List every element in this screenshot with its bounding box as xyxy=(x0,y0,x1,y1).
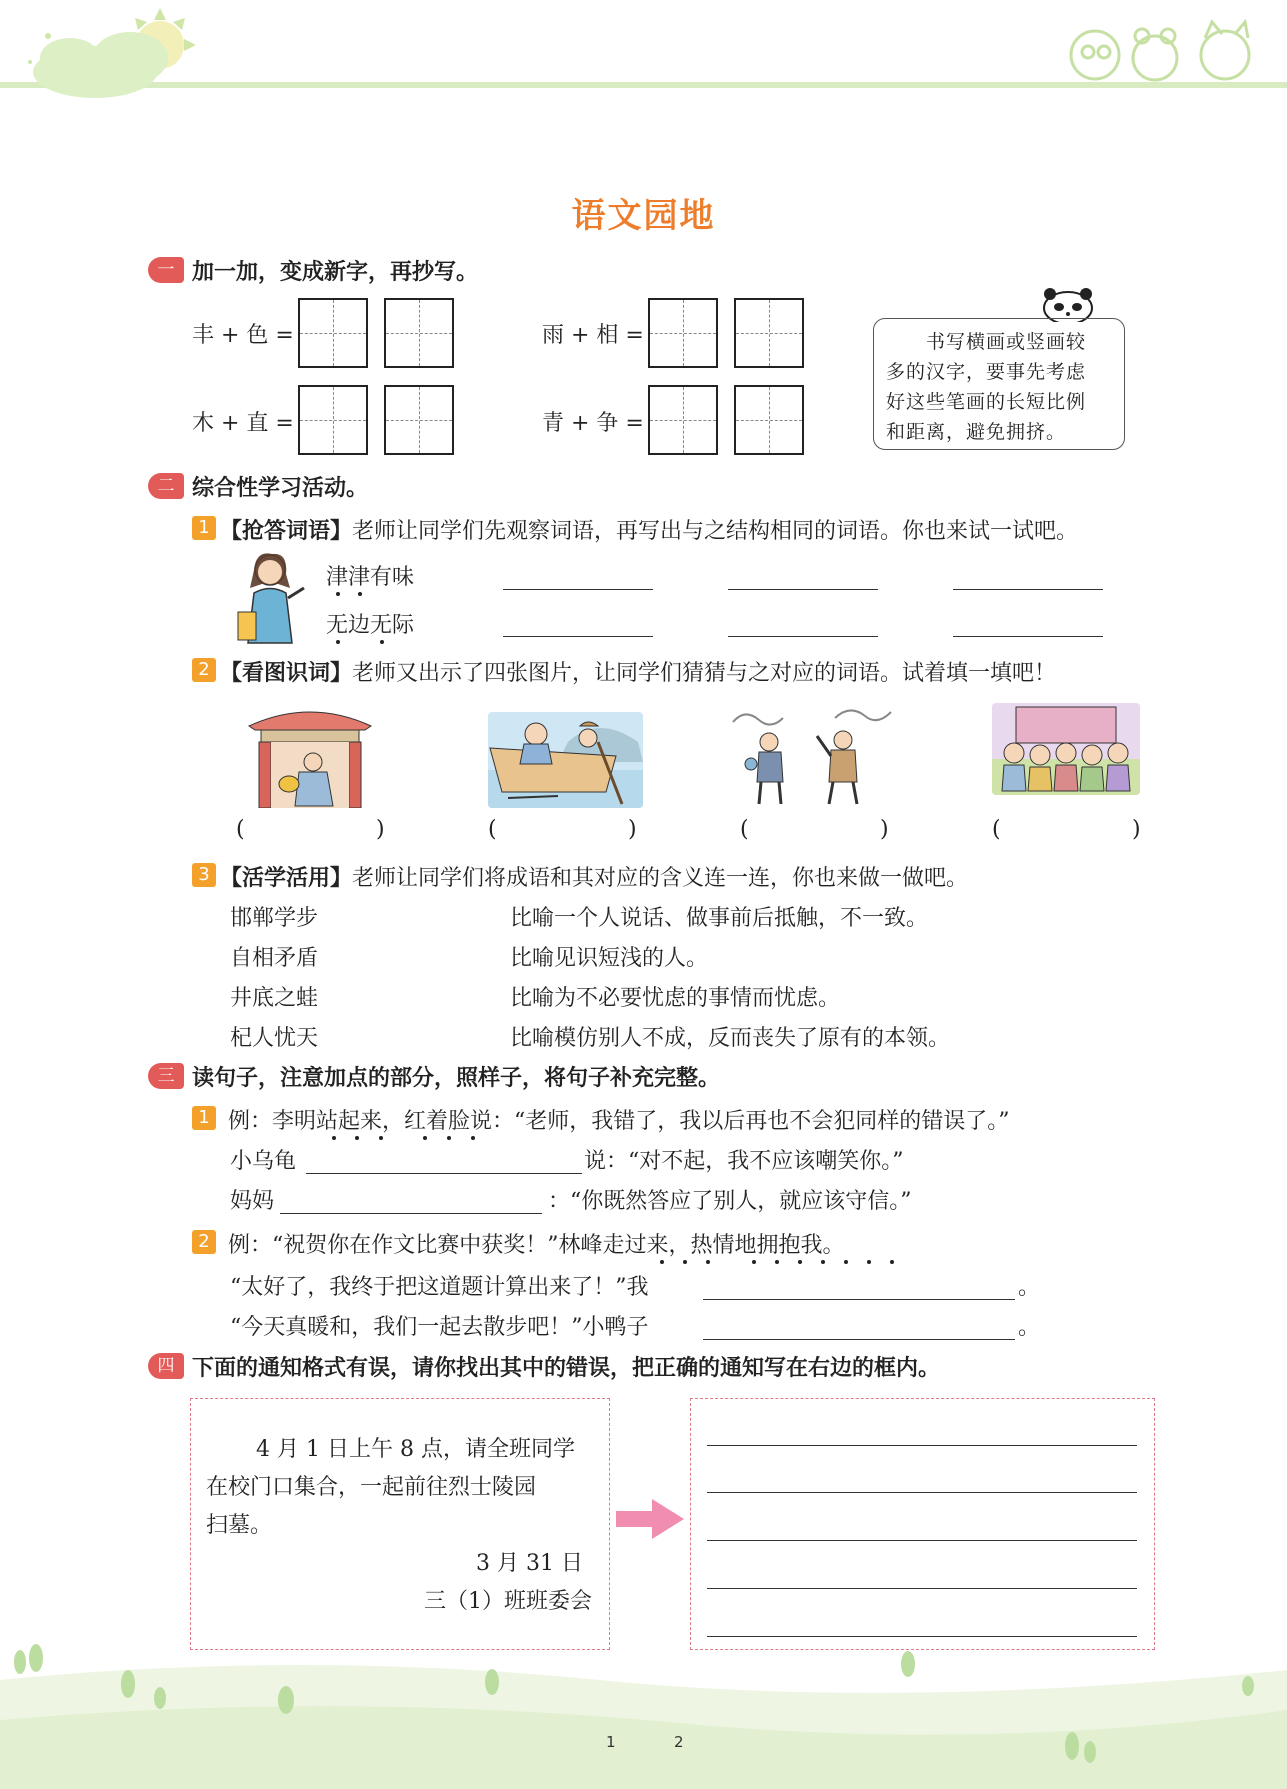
paren-close: ) xyxy=(628,817,637,842)
writing-line[interactable] xyxy=(707,1445,1137,1446)
section-4-badge: 四 xyxy=(148,1353,184,1379)
tip-line: 多的汉字，要事先考虑 xyxy=(886,361,1087,383)
answer-blank[interactable] xyxy=(306,1172,582,1174)
section-1-instruction: 加一加，变成新字，再抄写。 xyxy=(192,260,479,285)
writing-line[interactable] xyxy=(707,1540,1137,1541)
task-desc: 老师让同学们先观察词语，再写出与之结构相同的词语。你也来试一试吧。 xyxy=(352,519,1079,544)
writing-grid[interactable] xyxy=(734,385,804,455)
writing-grid[interactable] xyxy=(298,298,368,368)
writing-line[interactable] xyxy=(707,1588,1137,1589)
answer-blank[interactable] xyxy=(504,846,624,848)
paren-open: ( xyxy=(740,817,749,842)
task-desc: 老师让同学们将成语和其对应的含义连一连，你也来做一做吧。 xyxy=(352,866,969,891)
sentence-end-mark: 。 xyxy=(1018,1315,1041,1340)
meaning-item[interactable]: 比喻见识短浅的人。 xyxy=(510,946,709,971)
notice-date: 3 月 31 日 xyxy=(476,1551,583,1576)
idiom-item[interactable]: 自相矛盾 xyxy=(230,946,319,971)
header-decoration xyxy=(0,0,1287,100)
emphasis-dot xyxy=(683,1260,687,1264)
answer-blank[interactable] xyxy=(953,588,1103,590)
notice-line: 在校门口集合，一起前往烈士陵园 xyxy=(206,1475,537,1500)
picture-audience xyxy=(992,703,1140,795)
task-2-3-text xyxy=(220,861,968,892)
emphasis-dot xyxy=(660,1260,664,1264)
page-number-right: 2 xyxy=(674,1733,684,1751)
footer-landscape xyxy=(0,1640,1287,1789)
answer-blank[interactable] xyxy=(280,1212,542,1214)
writing-grid[interactable] xyxy=(648,298,718,368)
paren-close: ) xyxy=(376,817,385,842)
emphasis-dot xyxy=(332,1136,336,1140)
emphasis-dot xyxy=(379,1136,383,1140)
idiom-item[interactable]: 井底之蛙 xyxy=(230,986,319,1011)
writing-grid[interactable] xyxy=(734,298,804,368)
emphasis-dot xyxy=(706,1260,710,1264)
sentence-start: 妈妈 xyxy=(230,1189,275,1214)
picture-boat xyxy=(488,712,643,808)
answer-blank[interactable] xyxy=(1008,846,1128,848)
answer-blank[interactable] xyxy=(252,846,372,848)
task-number: 3 xyxy=(192,863,216,887)
emphasis-dot xyxy=(821,1260,825,1264)
arrow-right-icon xyxy=(616,1497,686,1541)
teacher-illustration xyxy=(232,548,308,648)
page-number-left: 1 xyxy=(606,1733,616,1751)
tip-line: 书写横画或竖画较 xyxy=(926,331,1087,353)
section-1-badge: 一 xyxy=(148,257,184,283)
writing-grid[interactable] xyxy=(648,385,718,455)
animal-faces-icon xyxy=(1071,22,1249,80)
sentence-start: “今天真暖和，我们一起去散步吧！”小鸭子 xyxy=(230,1315,649,1340)
sentence-start: “太好了，我终于把这道题计算出来了！”我 xyxy=(230,1275,649,1300)
page-title: 语文园地 xyxy=(571,196,716,236)
answer-blank[interactable] xyxy=(728,635,878,637)
task-tag: 【抢答词语】 xyxy=(220,519,353,544)
word-1: 津津有味 xyxy=(326,565,415,590)
emphasis-dot xyxy=(890,1260,894,1264)
task-tag: 【看图识词】 xyxy=(220,661,353,686)
formula-1: 丰 + 色 = xyxy=(192,323,294,348)
writing-tip-box xyxy=(873,318,1125,450)
meaning-item[interactable]: 比喻模仿别人不成，反而丧失了原有的本领。 xyxy=(510,1026,951,1051)
picture-pavilion xyxy=(245,700,375,808)
tip-line: 好这些笔画的长短比例 xyxy=(886,391,1087,413)
idiom-item[interactable]: 杞人忧天 xyxy=(230,1026,319,1051)
tip-line: 和距离，避免拥挤。 xyxy=(886,421,1067,443)
example-sentence-1: 例：李明站起来，红着脸说：“老师，我错了，我以后再也不会犯同样的错误了。” xyxy=(228,1109,1010,1134)
picture-two-men xyxy=(725,700,900,808)
notice-signature: 三（1）班班委会 xyxy=(424,1589,592,1614)
emphasis-dot xyxy=(447,1136,451,1140)
formula-4: 青 + 争 = xyxy=(542,411,644,436)
paren-close: ) xyxy=(880,817,889,842)
emphasis-dot xyxy=(775,1260,779,1264)
answer-blank[interactable] xyxy=(756,846,876,848)
emphasis-dot xyxy=(844,1260,848,1264)
task-number: 1 xyxy=(192,1106,216,1130)
cloud-icon xyxy=(33,32,168,98)
writing-line[interactable] xyxy=(707,1636,1137,1637)
example-sentence-2: 例：“祝贺你在作文比赛中获奖！”林峰走过来，热情地拥抱我。 xyxy=(228,1233,845,1258)
meaning-item[interactable]: 比喻一个人说话、做事前后抵触，不一致。 xyxy=(510,906,929,931)
paren-open: ( xyxy=(992,817,1001,842)
task-number: 2 xyxy=(192,658,216,682)
task-2-1-text xyxy=(220,514,1078,545)
task-desc: 老师又出示了四张图片，让同学们猜猜与之对应的词语。试着填一填吧！ xyxy=(352,661,1057,686)
emphasis-dot xyxy=(471,1136,475,1140)
emphasis-dot xyxy=(336,640,340,644)
writing-grid[interactable] xyxy=(384,385,454,455)
notice-line: 4 月 1 日上午 8 点，请全班同学 xyxy=(256,1437,575,1462)
formula-3: 木 + 直 = xyxy=(192,411,294,436)
section-3-instruction: 读句子，注意加点的部分，照样子，将句子补充完整。 xyxy=(192,1066,721,1091)
section-4-instruction: 下面的通知格式有误，请你找出其中的错误，把正确的通知写在右边的框内。 xyxy=(192,1356,941,1381)
emphasis-dot xyxy=(423,1136,427,1140)
task-tag: 【活学活用】 xyxy=(220,866,353,891)
formula-2: 雨 + 相 = xyxy=(542,323,644,348)
sentence-end: ：“你既然答应了别人，就应该守信。” xyxy=(548,1189,912,1214)
task-2-2-text xyxy=(220,656,1056,687)
writing-line[interactable] xyxy=(707,1492,1137,1493)
emphasis-dot xyxy=(358,592,362,596)
section-3-badge: 三 xyxy=(148,1063,184,1089)
answer-blank[interactable] xyxy=(953,635,1103,637)
emphasis-dot xyxy=(380,640,384,644)
section-2-instruction: 综合性学习活动。 xyxy=(192,476,369,501)
answer-blank[interactable] xyxy=(503,635,653,637)
answer-blank[interactable] xyxy=(503,588,653,590)
emphasis-dot xyxy=(355,1136,359,1140)
emphasis-dot xyxy=(336,592,340,596)
task-number: 1 xyxy=(192,516,216,540)
notice-line: 扫墓。 xyxy=(206,1513,273,1538)
paren-open: ( xyxy=(236,817,245,842)
writing-grid[interactable] xyxy=(384,298,454,368)
writing-grid[interactable] xyxy=(298,385,368,455)
emphasis-dot xyxy=(867,1260,871,1264)
task-number: 2 xyxy=(192,1230,216,1254)
paren-open: ( xyxy=(488,817,497,842)
idiom-item[interactable]: 邯郸学步 xyxy=(230,906,319,931)
sentence-start: 小乌龟 xyxy=(230,1149,297,1174)
emphasis-dot xyxy=(798,1260,802,1264)
word-2: 无边无际 xyxy=(326,613,415,638)
section-2-badge: 二 xyxy=(148,473,184,499)
answer-blank[interactable] xyxy=(728,588,878,590)
sentence-end: 说：“对不起，我不应该嘲笑你。” xyxy=(584,1149,904,1174)
panda-icon xyxy=(1040,286,1096,322)
meaning-item[interactable]: 比喻为不必要忧虑的事情而忧虑。 xyxy=(510,986,841,1011)
answer-blank[interactable] xyxy=(703,1298,1015,1300)
sentence-end-mark: 。 xyxy=(1018,1275,1041,1300)
paren-close: ) xyxy=(1132,817,1141,842)
answer-blank[interactable] xyxy=(703,1338,1015,1340)
correct-notice-box[interactable] xyxy=(690,1398,1155,1650)
emphasis-dot xyxy=(752,1260,756,1264)
